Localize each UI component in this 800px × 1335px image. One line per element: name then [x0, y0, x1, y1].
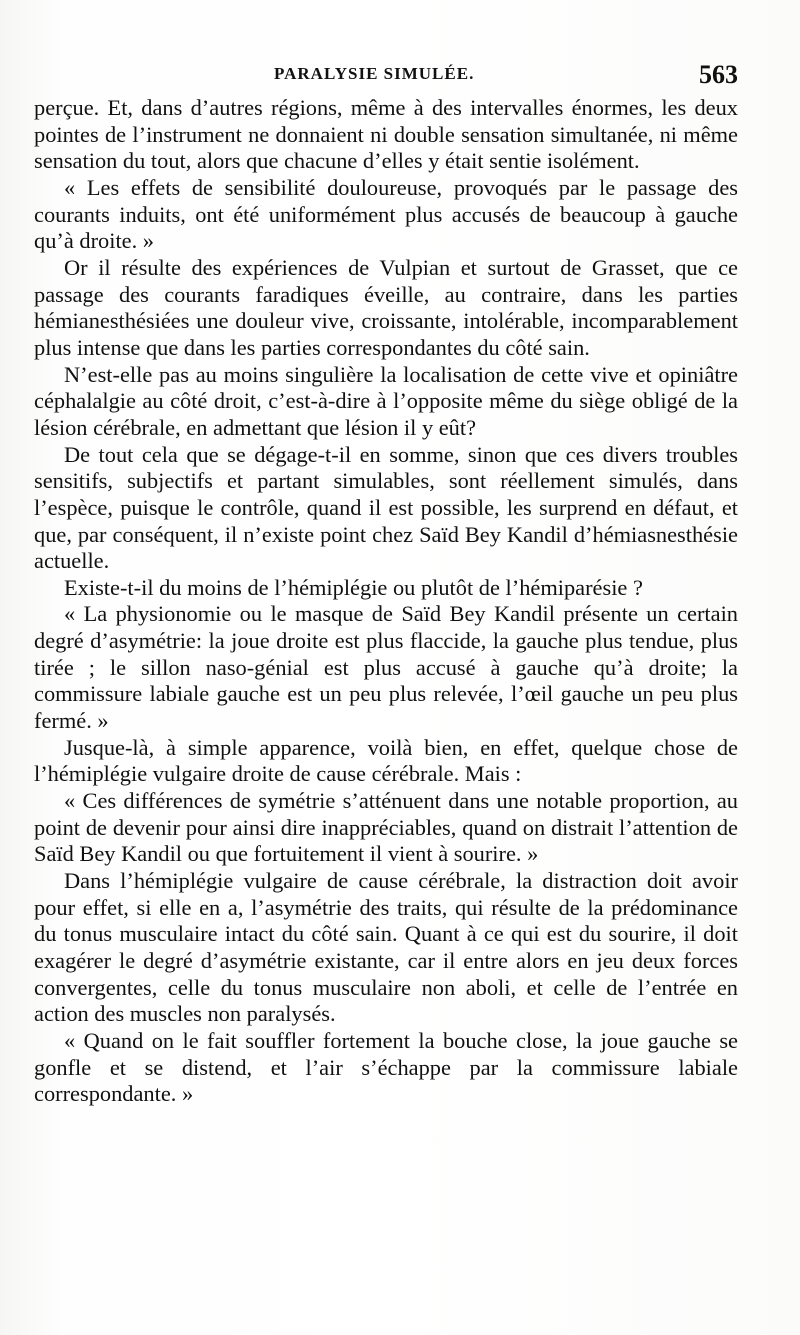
page-header	[34, 60, 738, 94]
paragraph: N’est-elle pas au moins singulière la localisation de cette vive et opiniâtre céphalalgie au côté droit, c’est-à-dire à l’opposite même du siège obligé de la lésion cérébrale, en admettant que lésion il y eût?	[34, 361, 738, 440]
paragraph: Dans l’hémiplégie vulgaire de cause cérébrale, la distraction doit avoir pour effet, si elle en a, l’asymétrie des traits, qui résulte de la prédominance du tonus musculaire intact du côté sain. Quant à ce qui est du sourire, il doit exagérer le degré d’asymétrie existante, car il entre alors en jeu deux forces convergentes, celle du tonus musculaire non aboli, et celle de l’entrée en action des muscles non paralysés.	[34, 868, 738, 1027]
paragraph: « La physionomie ou le masque de Saïd Bey Kandil présente un certain degré d’asymétrie: la joue droite est plus flaccide, la gauche plus tendue, plus tirée ; le sillon naso-génial est plus accusé à gauche qu’à droite; la commissure labiale gauche est un peu plus relevée, l’œil gauche un peu plus fermé. »	[34, 601, 738, 734]
running-title: PARALYSIE SIMULÉE.	[274, 64, 475, 83]
paragraph: perçue. Et, dans d’autres régions, même à des intervalles énormes, les deux pointes de l’instrument ne donnaient ni double sensation simultanée, ni même sensation du tout, alors que chacune d’elles y était sentie isolément.	[34, 95, 738, 174]
page-body	[34, 95, 738, 1108]
paragraph: « Quand on le fait souffler fortement la bouche close, la joue gauche se gonfle et se distend, et l’air s’échappe par la commissure labiale correspondante. »	[34, 1027, 738, 1107]
paragraph: Existe-t-il du moins de l’hémiplégie ou plutôt de l’hémiparésie ?	[64, 574, 643, 600]
paragraph: De tout cela que se dégage-t-il en somme, sinon que ces divers troubles sensitifs, subjectifs et partant simulables, sont réellement simulés, dans l’espèce, puisque le contrôle, quand il est possible, les surprend en défaut, et que, par conséquent, il n’existe point chez Saïd Bey Kandil d’hémiasnesthésie actuelle.	[34, 441, 738, 574]
page-number: 563	[699, 60, 738, 89]
paragraph: « Ces différences de symétrie s’atténuent dans une notable proportion, au point de devenir pour ainsi dire inappréciables, quand on distrait l’attention de Saïd Bey Kandil ou que fortuitement il vient à sourire. »	[34, 788, 738, 867]
paragraph: Jusque-là, à simple apparence, voilà bien, en effet, quelque chose de l’hémiplégie vulgaire droite de cause cérébrale. Mais :	[34, 734, 738, 787]
paragraph: « Les effets de sensibilité douloureuse, provoqués par le passage des courants induits, ont été uniformément plus accusés de beaucoup à gauche qu’à droite. »	[34, 174, 738, 254]
paragraph: Or il résulte des expériences de Vulpian et surtout de Grasset, que ce passage des courants faradiques éveille, au contraire, dans les parties hémianesthésiées une douleur vive, croissante, intolérable, incomparablement plus intense que dans les parties correspondantes du côté sain.	[34, 254, 738, 360]
